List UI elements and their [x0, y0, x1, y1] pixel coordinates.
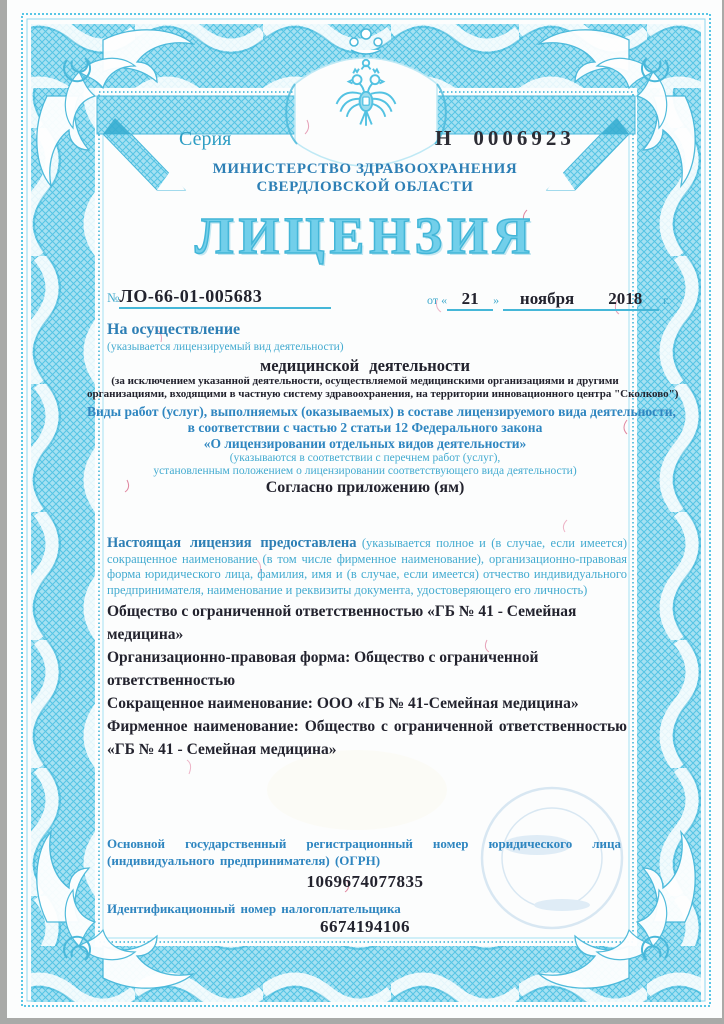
company-full-name: Общество с ограниченной ответственностью «ГБ № 41 - Семейная медицина» — [107, 603, 577, 643]
works-note-line1: (указываются в соответствии с перечнем работ (услуг), — [229, 452, 501, 464]
issue-day: 21 — [447, 289, 493, 311]
issue-month: ноября — [519, 289, 575, 308]
works-line1: Виды работ (услуг), выполняемых (оказываемых) в составе лицензируемого вида деятельности, — [87, 404, 676, 419]
serial-number — [435, 126, 575, 151]
ministry-name-line2: СВЕРДЛОВСКОЙ ОБЛАСТИ — [256, 179, 474, 195]
company-legal-form: Организационно-правовая форма: Общество с ограниченной ответственностью — [107, 649, 539, 689]
inn-label: Идентификационный номер налогоплательщика — [107, 901, 401, 916]
activity-heading: На осуществление — [107, 321, 241, 338]
number-sign: № — [107, 290, 120, 305]
exclusion-line2: организациями, входящими в частную систему здравоохранения, на территории инновационного центра "Сколково") — [87, 388, 679, 400]
issue-month-year — [503, 289, 659, 311]
grantee-paragraph — [107, 536, 627, 598]
date-prefix: от « — [427, 293, 448, 307]
company-brand-name-line2: «ГБ № 41 - Семейная медицина» — [107, 741, 337, 758]
works-line2: в соответствии с частью 2 статьи 12 Федерального закона — [187, 420, 543, 435]
exclusion-line1: (за исключением указанной деятельности, осуществляемой медицинскими организациями и другими — [111, 375, 619, 387]
series-label: Серия — [179, 128, 232, 150]
activity-name: медицинской деятельности — [260, 356, 470, 375]
license-number: ЛО-66-01-005683 — [119, 286, 331, 309]
company-block — [107, 600, 627, 761]
document-title: ЛИЦЕНЗИЯ — [194, 208, 536, 265]
company-short-name: Сокращенное наименование: ООО «ГБ № 41-Семейная медицина» — [107, 695, 579, 712]
document-content — [7, 0, 722, 1018]
ministry-name-line1: МИНИСТЕРСТВО ЗДРАВООХРАНЕНИЯ — [212, 161, 518, 177]
inn-value: 6674194106 — [320, 917, 410, 936]
activity-heading-note: (указывается лицензируемый вид деятельности) — [107, 341, 344, 353]
ogrn-label: Основной государственный регистрационный номер юридического лица (индивидуального предпринимателя) (ОГРН) — [107, 836, 621, 868]
license-document — [7, 0, 722, 1018]
grantee-lead: Настоящая лицензия предоставлена — [107, 535, 357, 551]
works-note-line2: установленным положением о лицензировании соответствующего вида деятельности) — [153, 465, 577, 477]
year-suffix: г. — [663, 293, 670, 307]
attachment-reference: Согласно приложению (ям) — [265, 479, 465, 496]
date-close-quote: » — [493, 293, 500, 307]
serial-digits: 0006923 — [473, 126, 575, 150]
serial-letter: Н — [435, 126, 456, 150]
ogrn-value: 1069674077835 — [306, 872, 424, 891]
issue-year: 2018 — [608, 289, 643, 308]
license-number-row — [107, 286, 670, 309]
company-brand-name-line1: Фирменное наименование: Общество с ограниченной ответственностью — [107, 718, 627, 735]
works-line3: «О лицензировании отдельных видов деятельности» — [203, 436, 527, 451]
grantee-note: (указывается полное и (в случае, если имеется) сокращенное наименование (в том числе фирменное наименование), организационно-правовая форма юридического лица, фамилия, имя и (в случае, если имеется) отчество индивидуального предпринимателя, наименование и реквизиты документа, удостоверяющего его личность) — [107, 536, 628, 597]
